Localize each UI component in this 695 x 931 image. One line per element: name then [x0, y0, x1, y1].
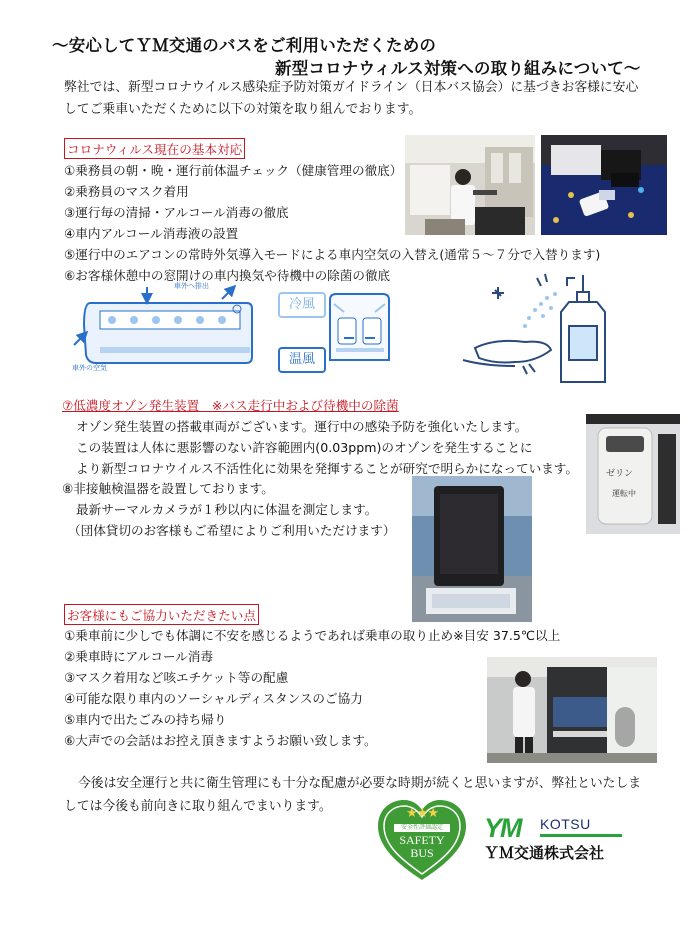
- list-item: ⑥大声での会話はお控え頂きますようお願い致します。: [64, 733, 377, 748]
- ozone-device-label: ゼリン: [606, 469, 634, 479]
- logo-underline: [540, 834, 622, 837]
- badge-certification: 安全性評価認定: [400, 824, 443, 831]
- logo-mark: YM: [484, 813, 521, 843]
- list-item: ①乗車前に少しでも体調に不安を感じるようであれば乗車の取り止め※目安 37.5℃以上: [64, 628, 561, 643]
- list-item: ④可能な限り車内のソーシャルディスタンスのご協力: [64, 691, 363, 706]
- closing-paragraph: 今後は安全運行と共に衛生管理にも十分な配慮が必要な時期が続くと思いますが、弊社といたしましては今後も前向きに取り組んでまいります。: [64, 776, 642, 814]
- warm-air-label: 温風: [278, 347, 326, 373]
- bus-cross-section-diagram: [322, 290, 397, 365]
- list-item: ③マスク着用など咳エチケット等の配慮: [64, 670, 289, 685]
- thermo-section: [62, 478, 395, 541]
- ozone-heading: ⑦低濃度オゾン発生装置 ※バス走行中および待機中の除菌: [62, 398, 399, 413]
- list-item: ④車内アルコール消毒液の設置: [64, 226, 239, 241]
- title-line-1: ～安心してＹＭ交通のバスをご利用いただくための: [52, 36, 437, 55]
- list-item: ⑤運行中のエアコンの常時外気導入モードによる車内空気の入替え(通常５～７分で入替ります): [64, 247, 601, 262]
- list-item: ②乗車時にアルコール消毒: [64, 649, 214, 664]
- exhaust-label: 車外へ排出: [174, 282, 209, 290]
- list-item: ②乗務員のマスク着用: [64, 184, 189, 199]
- list-item: ⑤車内で出たごみの持ち帰り: [64, 712, 227, 727]
- thermo-line: （団体貸切のお客様もご希望によりご利用いただけます）: [68, 523, 396, 538]
- intake-label: 車外の空気: [72, 364, 107, 372]
- section2-list: [64, 625, 560, 751]
- list-item: ⑥お客様休憩中の窓開けの車内換気や待機中の除菌の徹底: [64, 268, 391, 283]
- list-item: ①乗務員の朝・晩・運行前体温チェック（健康管理の徹底）: [64, 163, 403, 178]
- section2-heading: お客様にもご協力いただきたい点: [64, 604, 259, 625]
- photo-seat-cleaning: [541, 135, 667, 235]
- thermo-line: 最新サーマルカメラが１秒以内に体温を測定します。: [76, 502, 378, 517]
- thermo-heading: ⑧非接触検温器を設置しております。: [62, 481, 274, 496]
- section1-heading: コロナウィルス現在の基本対応: [64, 138, 245, 159]
- company-logo: [484, 814, 644, 864]
- hand-sanitizer-illustration: [455, 270, 615, 385]
- title-line-2: 新型コロナウィルス対策への取り組みについて～: [275, 59, 641, 78]
- ozone-line: オゾン発生装置の搭載車両がございます。運行中の感染予防を強化いたします。: [76, 419, 528, 434]
- ozone-device-status: 運転中: [612, 489, 636, 498]
- photo-temperature-check: [405, 135, 535, 235]
- logo-kotsu: KOTSU: [540, 816, 591, 832]
- photo-ozone-device: [586, 414, 680, 534]
- photo-bus-boarding: [487, 657, 657, 763]
- badge-stars: ★★★: [406, 806, 438, 821]
- safety-bus-badge: [374, 798, 470, 882]
- ozone-description: [76, 416, 578, 479]
- badge-safety: SAFETY: [399, 833, 445, 847]
- list-item: ③運行毎の清掃・アルコール消毒の徹底: [64, 205, 289, 220]
- intro-paragraph: 弊社では、新型コロナウイルス感染症予防対策ガイドライン（日本バス協会）に基づきお客様に安心してご乗車いただくために以下の対策を取り組んでおります。: [64, 80, 639, 117]
- ozone-line: より新型コロナウイルス不活性化に効果を発揮することが研究で明らかになっています。: [76, 461, 578, 476]
- company-name: ＹＭ交通株式会社: [484, 844, 605, 862]
- photo-thermal-camera: [412, 476, 532, 622]
- badge-bus: BUS: [410, 846, 434, 860]
- cool-air-label: 冷風: [278, 292, 326, 318]
- ozone-line: この装置は人体に悪影響のない許容範囲内(0.03ppm)のオゾンを発生することに: [76, 440, 533, 455]
- bus-ventilation-diagram: [72, 282, 257, 372]
